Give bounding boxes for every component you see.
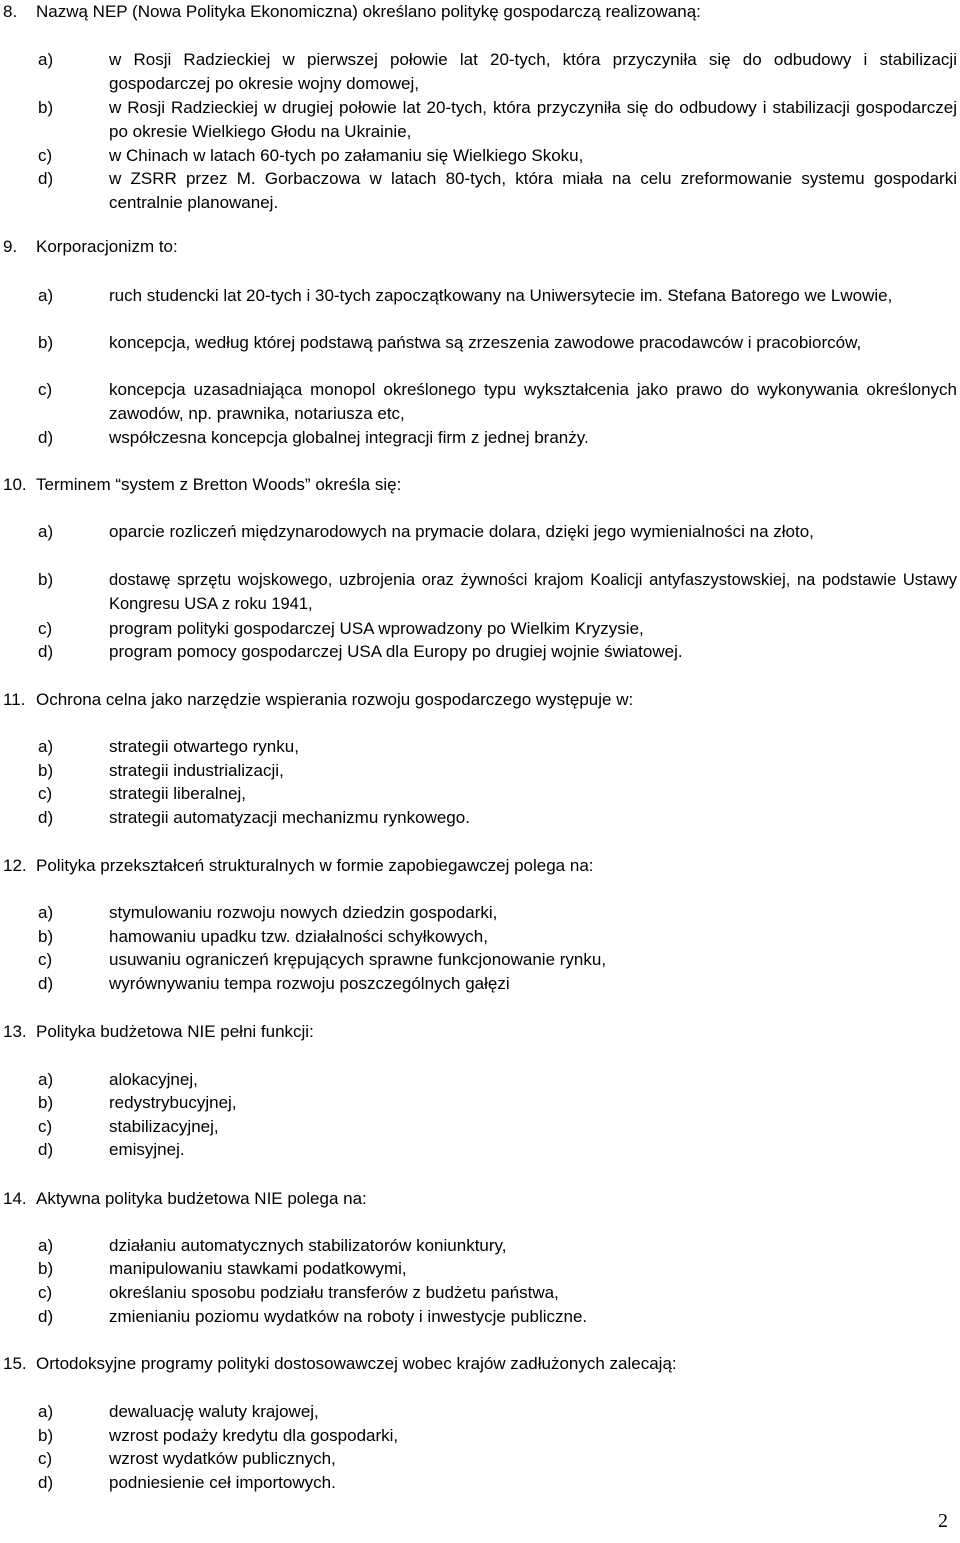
- question-text: Polityka budżetowa NIE pełni funkcji:: [36, 1022, 314, 1041]
- option-letter: a): [38, 1236, 54, 1255]
- option-text: stymulowaniu rozwoju nowych dziedzin gospodarki,: [109, 903, 498, 922]
- option-text: manipulowaniu stawkami podatkowymi,: [109, 1259, 407, 1278]
- option-letter: b): [38, 1259, 54, 1278]
- option-text: zmienianiu poziomu wydatków na roboty i inwestycje publiczne.: [109, 1307, 588, 1326]
- option-letter: a): [38, 286, 54, 305]
- option-letter: d): [38, 169, 54, 188]
- option-text: emisyjnej.: [109, 1140, 185, 1159]
- option-text: wzrost podaży kredytu dla gospodarki,: [109, 1426, 399, 1445]
- option-text: działaniu automatycznych stabilizatorów koniunktury,: [109, 1236, 507, 1255]
- page-number: 2: [938, 1510, 948, 1532]
- option-letter: d): [38, 808, 54, 827]
- option-letter: c): [38, 619, 53, 638]
- option-text: hamowaniu upadku tzw. działalności schyłkowych,: [109, 927, 488, 946]
- option-letter: c): [38, 146, 53, 165]
- question-number: 11.: [3, 690, 26, 709]
- option-letter: d): [38, 428, 54, 447]
- option-letter: c): [38, 1283, 53, 1302]
- option-text: redystrybucyjnej,: [109, 1093, 237, 1112]
- option-letter: d): [38, 642, 54, 661]
- option-text: ruch studencki lat 20-tych i 30-tych zapoczątkowany na Uniwersytecie im. Stefana Batorego we Lwowie,: [109, 286, 893, 305]
- option-letter: b): [38, 570, 54, 589]
- question-text: Polityka przekształceń strukturalnych w formie zapobiegawczej polega na:: [36, 856, 594, 875]
- option-letter: b): [38, 761, 54, 780]
- question-number: 10.: [3, 475, 27, 494]
- option-letter: b): [38, 1093, 54, 1112]
- option-text: strategii otwartego rynku,: [109, 737, 299, 756]
- option-text: podniesienie ceł importowych.: [109, 1473, 336, 1492]
- option-text: alokacyjnej,: [109, 1070, 198, 1089]
- option-text: strategii automatyzacji mechanizmu rynkowego.: [109, 808, 470, 827]
- option-text: stabilizacyjnej,: [109, 1117, 219, 1136]
- question-text: Korporacjonizm to:: [36, 237, 178, 256]
- option-text: określaniu sposobu podziału transferów z budżetu państwa,: [109, 1283, 559, 1302]
- option-text: koncepcja uzasadniająca monopol określonego typu wykształcenia jako prawo do wykonywania określonych zawodów, np. prawnika, notariusza etc,: [109, 380, 957, 423]
- option-letter: a): [38, 522, 54, 541]
- option-letter: a): [38, 1070, 54, 1089]
- option-letter: a): [38, 50, 54, 69]
- question-text: Ochrona celna jako narzędzie wspierania rozwoju gospodarczego występuje w:: [36, 690, 634, 709]
- option-letter: c): [38, 950, 53, 969]
- question-number: 9.: [3, 237, 18, 256]
- option-letter: c): [38, 380, 53, 399]
- option-text: w ZSRR przez M. Gorbaczowa w latach 80-tych, która miała na celu zreformowanie systemu gospodarki centralnie planowanej.: [109, 169, 957, 212]
- option-letter: d): [38, 1140, 54, 1159]
- option-letter: b): [38, 1426, 54, 1445]
- option-text: wyrównywaniu tempa rozwoju poszczególnych gałęzi: [109, 974, 510, 993]
- option-text: oparcie rozliczeń międzynarodowych na prymacie dolara, dzięki jego wymienialności na złoto,: [109, 522, 814, 541]
- option-text: w Chinach w latach 60-tych po załamaniu się Wielkiego Skoku,: [109, 146, 584, 165]
- question-text: Nazwą NEP (Nowa Polityka Ekonomiczna) określano politykę gospodarczą realizowaną:: [36, 2, 701, 21]
- question-number: 13.: [3, 1022, 27, 1041]
- question-text: Terminem “system z Bretton Woods” określa się:: [36, 475, 402, 494]
- option-letter: c): [38, 1117, 53, 1136]
- option-letter: d): [38, 974, 54, 993]
- option-text: współczesna koncepcja globalnej integracji firm z jednej branży.: [109, 428, 589, 447]
- question-text: Ortodoksyjne programy polityki dostosowawczej wobec krajów zadłużonych zalecają:: [36, 1354, 677, 1373]
- option-text: program pomocy gospodarczej USA dla Europy po drugiej wojnie światowej.: [109, 642, 683, 661]
- question-number: 8.: [3, 2, 18, 21]
- option-text: dostawę sprzętu wojskowego, uzbrojenia oraz żywności krajom Koalicji antyfaszystowskiej, na podstawie Ustawy Kongresu USA z roku 1941,: [109, 571, 957, 613]
- option-letter: a): [38, 737, 54, 756]
- option-text: koncepcja, według której podstawą państwa są zrzeszenia zawodowe pracodawców i pracobiorców,: [109, 333, 862, 352]
- question-text: Aktywna polityka budżetowa NIE polega na:: [36, 1189, 367, 1208]
- option-letter: c): [38, 784, 53, 803]
- question-number: 12.: [3, 856, 27, 875]
- option-text: usuwaniu ograniczeń krępujących sprawne funkcjonowanie rynku,: [109, 950, 607, 969]
- option-letter: b): [38, 333, 54, 352]
- option-text: w Rosji Radzieckiej w pierwszej połowie lat 20-tych, która przyczyniła się do odbudowy i stabilizacji gospodarczej po okresie wojny domowej,: [109, 50, 957, 93]
- question-number: 14.: [3, 1189, 27, 1208]
- option-letter: b): [38, 927, 54, 946]
- option-letter: d): [38, 1473, 54, 1492]
- option-text: program polityki gospodarczej USA wprowadzony po Wielkim Kryzysie,: [109, 619, 644, 638]
- option-text: wzrost wydatków publicznych,: [109, 1449, 336, 1468]
- question-number: 15.: [3, 1354, 27, 1373]
- option-letter: a): [38, 903, 54, 922]
- option-text: dewaluację waluty krajowej,: [109, 1402, 319, 1421]
- option-letter: d): [38, 1307, 54, 1326]
- option-text: w Rosji Radzieckiej w drugiej połowie lat 20-tych, która przyczyniła się do odbudowy i stabilizacji gospodarczej po okresie Wielkiego Głodu na Ukrainie,: [109, 98, 957, 141]
- option-text: strategii industrializacji,: [109, 761, 284, 780]
- option-text: strategii liberalnej,: [109, 784, 247, 803]
- option-letter: b): [38, 98, 54, 117]
- option-letter: c): [38, 1449, 53, 1468]
- option-letter: a): [38, 1402, 54, 1421]
